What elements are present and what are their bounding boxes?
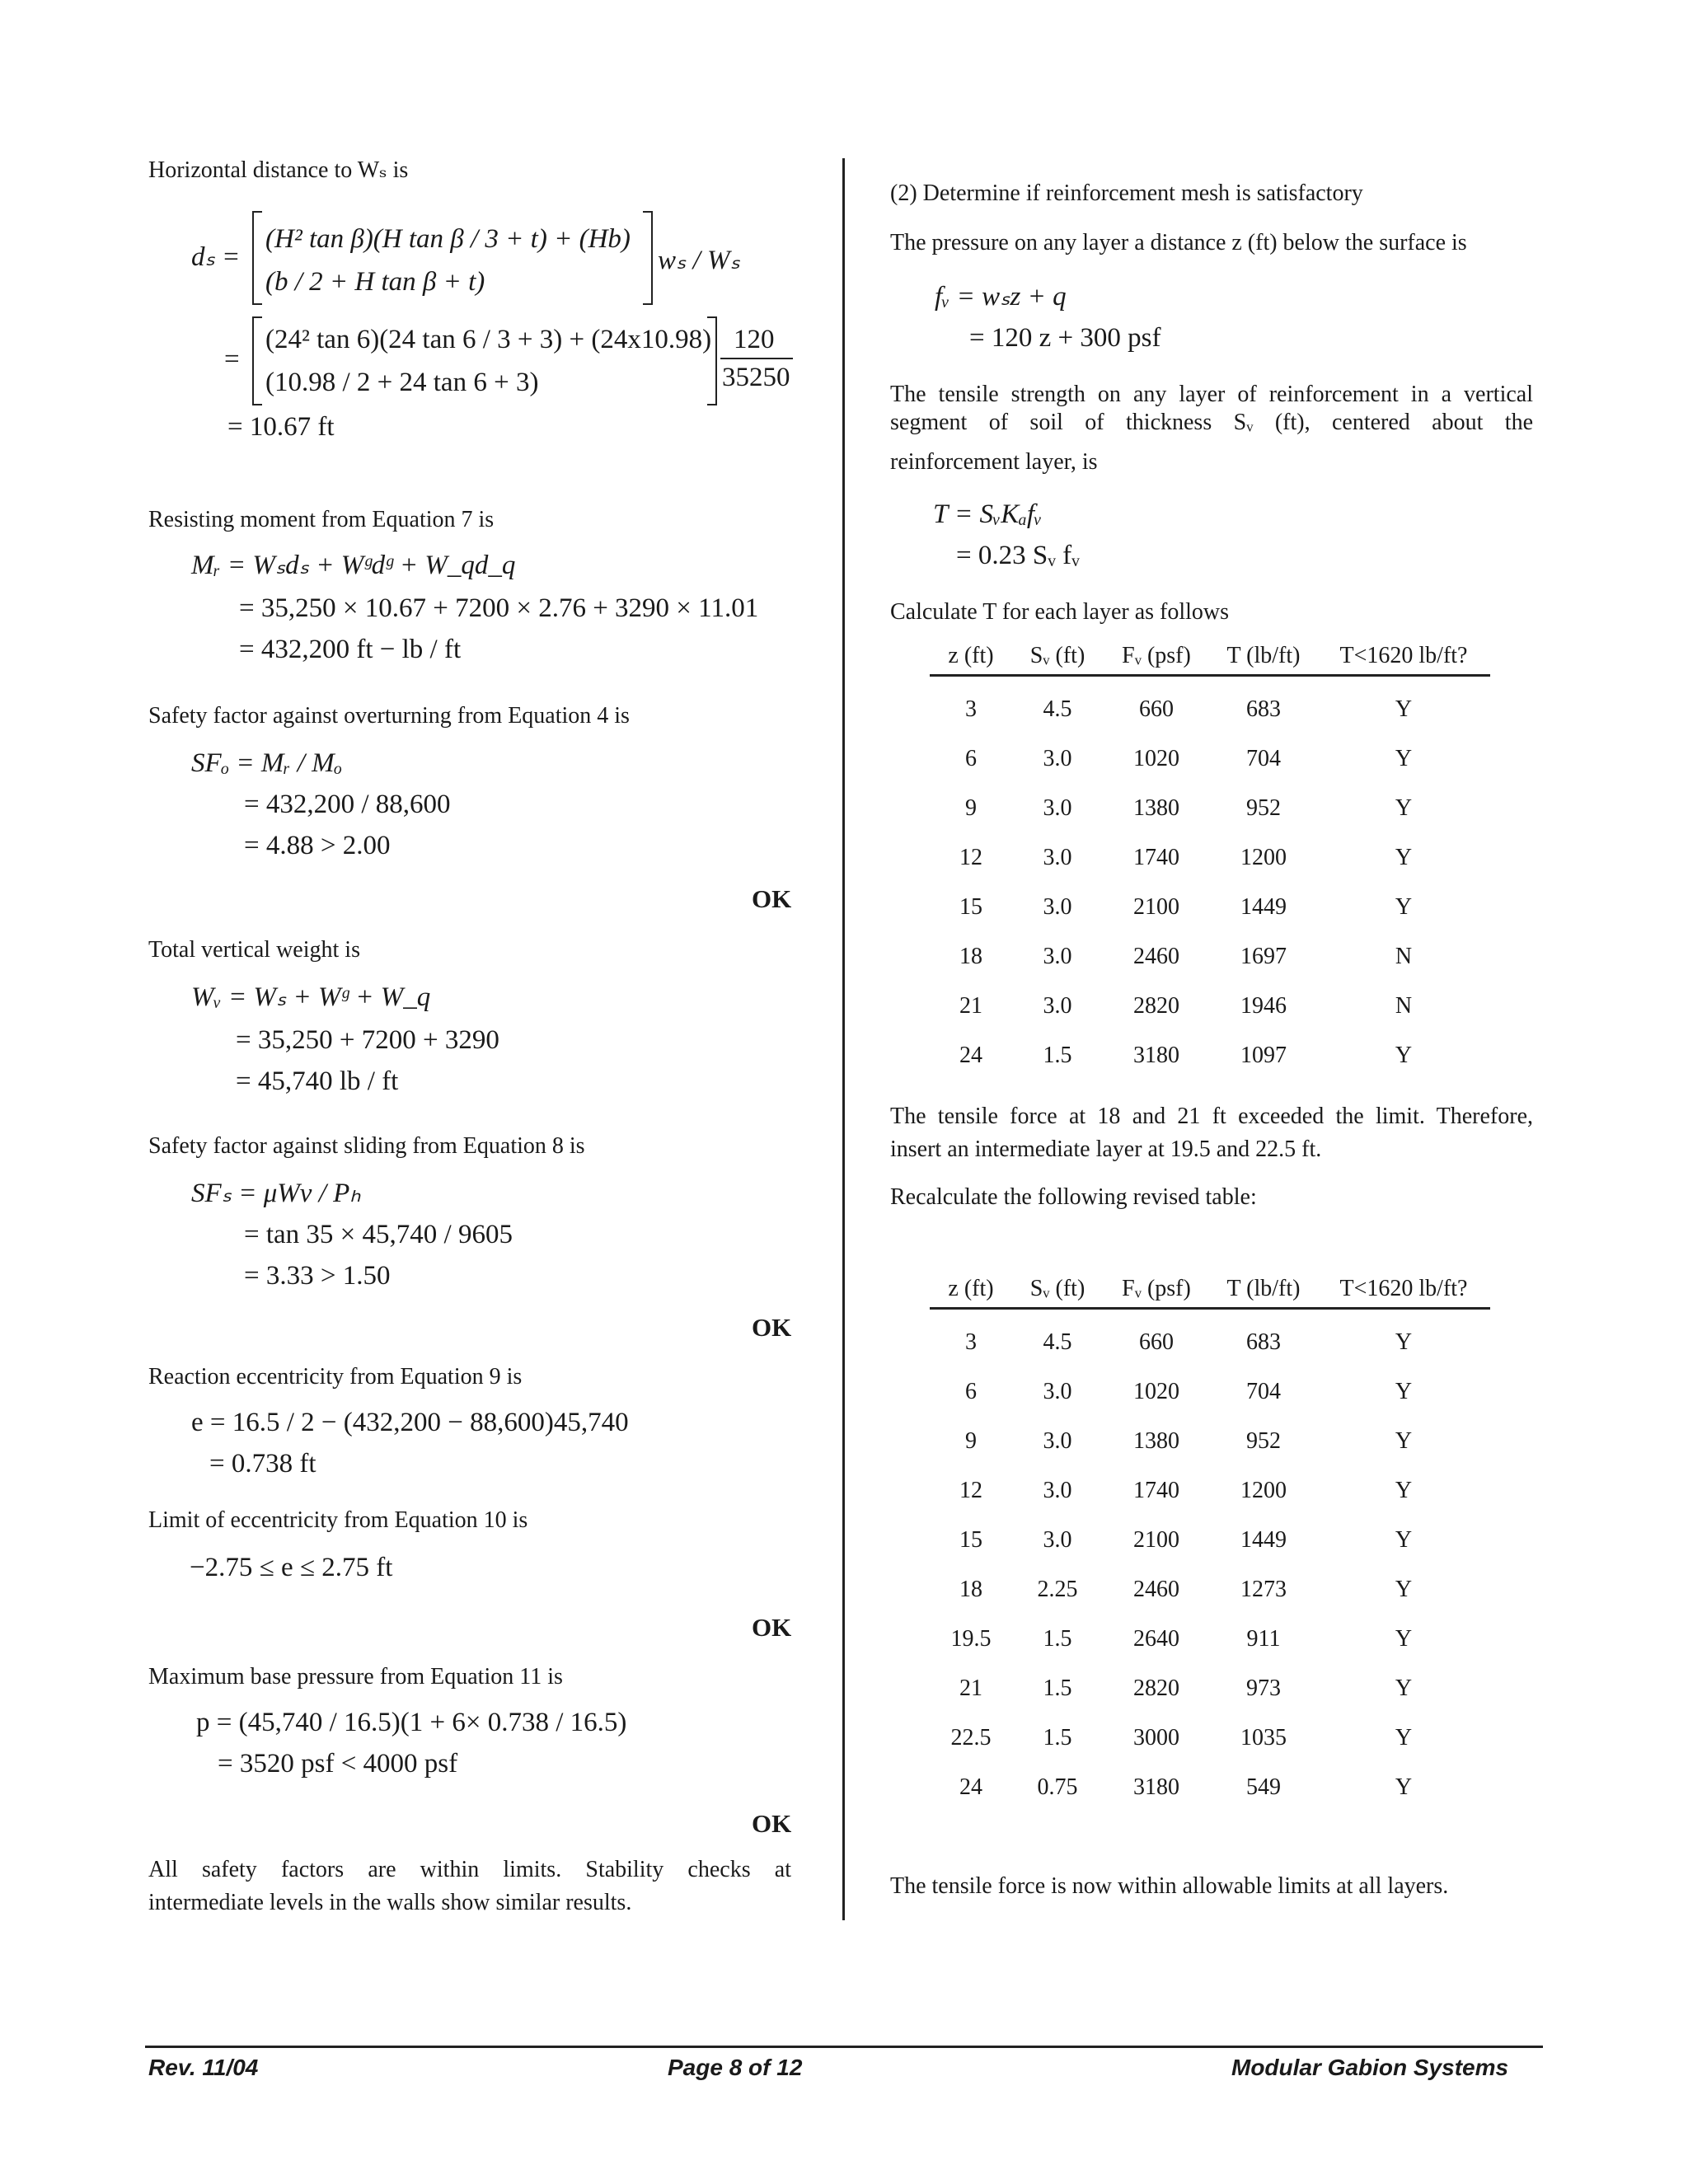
table-header-row [930,1266,1490,1309]
ds-fraction-denominator: 35250 [722,363,790,392]
cell-t: 704 [1246,746,1281,771]
cell-fv: 1020 [1133,1379,1179,1404]
cell-t: 952 [1246,1428,1281,1454]
cell-sv: 1.5 [1043,1043,1072,1068]
cell-fv: 2820 [1133,1675,1179,1701]
ds-result: = 10.67 ft [227,412,335,442]
conclusion-line-1: All safety factors are within limits. Stability checks at [148,1857,791,1882]
cell-sv: 3.0 [1043,894,1072,920]
cell-check: Y [1395,1478,1413,1503]
cell-check: N [1395,993,1413,1019]
cell-t: 952 [1246,795,1281,821]
cell-fv: 1380 [1133,1428,1179,1454]
cell-sv: 1.5 [1043,1675,1072,1701]
col-header-fv: Fᵥ (psf) [1103,1266,1210,1309]
overturning-heading: Safety factor against overturning from Equation 4 is [148,703,630,729]
recalc-heading: Recalculate the following revised table: [890,1184,1257,1210]
footer-rule [145,2046,1543,2048]
tensile-line-1: The tensile strength on any layer of reinforcement in a vertical [890,382,1533,407]
cell-fv: 2640 [1133,1626,1179,1652]
table-row [930,883,1490,932]
tensile-line-3: reinforcement layer, is [890,449,1098,475]
cell-check: Y [1395,1725,1413,1750]
cell-t: 1200 [1240,1478,1287,1503]
wv-result: = 45,740 lb / ft [236,1066,399,1096]
cell-z: 6 [965,1379,977,1404]
ds-left-bracket-2 [252,316,262,405]
cell-check: Y [1395,1577,1413,1602]
tensile-line-2: segment of soil of thickness Sᵥ (ft), centered about the [890,410,1533,435]
mr-equation: Mᵣ = Wₛdₛ + Wᵍdᵍ + W_qd_q [191,551,516,580]
cell-t: 1449 [1240,894,1287,920]
footer-company: Modular Gabion Systems [1231,2055,1509,2080]
cell-sv: 3.0 [1043,993,1072,1019]
cell-t: 911 [1246,1626,1281,1652]
cell-check: Y [1395,696,1413,722]
ds-denominator: (b / 2 + H tan β + t) [265,267,485,297]
eccentricity-equation: e = 16.5 / 2 − (432,200 − 88,600)45,740 [191,1408,629,1437]
cell-sv: 3.0 [1043,1478,1072,1503]
table-row [930,1417,1490,1466]
cell-sv: 0.75 [1037,1774,1078,1800]
table-row [930,1466,1490,1516]
table-row [930,932,1490,982]
cell-fv: 2820 [1133,993,1179,1019]
exceed-line-2: insert an intermediate layer at 19.5 and 22.5 ft. [890,1137,1322,1162]
cell-check: Y [1395,1428,1413,1454]
cell-z: 18 [959,1577,982,1602]
cell-sv: 3.0 [1043,1428,1072,1454]
cell-fv: 3000 [1133,1725,1179,1750]
cell-fv: 1740 [1133,845,1179,870]
table-row [930,734,1490,784]
cell-fv: 2460 [1133,1577,1179,1602]
cell-z: 12 [959,845,982,870]
calc-heading: Calculate T for each layer as follows [890,599,1230,625]
cell-fv: 3180 [1133,1774,1179,1800]
cell-t: 1200 [1240,845,1287,870]
sfs-result: = 3.33 > 1.50 [244,1261,391,1291]
cell-z: 24 [959,1774,982,1800]
ds-fraction-numerator: 120 [734,325,775,354]
cell-check: Y [1395,746,1413,771]
cell-sv: 3.0 [1043,1527,1072,1553]
cell-z: 21 [959,993,982,1019]
footer-page-number: Page 8 of 12 [668,2055,803,2080]
cell-t: 1273 [1240,1577,1287,1602]
col-header-check: T<1620 lb/ft? [1317,1266,1490,1309]
cell-sv: 3.0 [1043,746,1072,771]
resisting-moment-heading: Resisting moment from Equation 7 is [148,507,495,532]
cell-sv: 1.5 [1043,1725,1072,1750]
cell-t: 704 [1246,1379,1281,1404]
cell-sv: 3.0 [1043,1379,1072,1404]
cell-fv: 2460 [1133,944,1179,969]
col-header-sv: Sᵥ (ft) [1012,1266,1103,1309]
cell-t: 1449 [1240,1527,1287,1553]
table-row [930,1516,1490,1565]
fv-equation: fᵥ = wₛz + q [935,282,1067,312]
table-row [930,1713,1490,1763]
cell-fv: 3180 [1133,1043,1179,1068]
cell-check: Y [1395,1329,1413,1355]
cell-fv: 1740 [1133,1478,1179,1503]
exceed-line-1: The tensile force at 18 and 21 ft exceeded the limit. Therefore, [890,1104,1533,1129]
reinforcement-table-revised [930,1266,1490,1812]
sfo-result: = 4.88 > 2.00 [244,831,391,860]
col-header-t: T (lb/ft) [1210,633,1317,676]
cell-check: Y [1395,1379,1413,1404]
limit-equation: −2.75 ≤ e ≤ 2.75 ft [190,1553,393,1582]
ok-overturning: OK [752,884,792,913]
cell-check: Y [1395,1675,1413,1701]
t-equation: T = SᵥKₐfᵥ [933,499,1043,529]
cell-z: 15 [959,894,982,920]
table-row [930,982,1490,1031]
step-heading: (2) Determine if reinforcement mesh is satisfactory [890,180,1363,206]
wv-substitution: = 35,250 + 7200 + 3290 [236,1025,499,1055]
col-header-z: z (ft) [930,1266,1012,1309]
t-result: = 0.23 Sᵥ fᵥ [956,541,1080,570]
cell-sv: 3.0 [1043,795,1072,821]
cell-z: 19.5 [950,1626,992,1652]
table-row [930,1367,1490,1417]
col-header-fv: Fᵥ (psf) [1103,633,1210,676]
cell-z: 21 [959,1675,982,1701]
pressure-result: = 3520 psf < 4000 psf [218,1749,458,1779]
cell-t: 549 [1246,1774,1281,1800]
cell-sv: 2.25 [1037,1577,1078,1602]
ds-numerator-2: (24² tan 6)(24 tan 6 / 3 + 3) + (24x10.98) [265,325,712,354]
reinforcement-table-initial [930,633,1490,1080]
wv-equation: Wᵥ = Wₛ + Wᵍ + W_q [191,982,431,1012]
cell-z: 3 [965,1329,977,1355]
pressure-heading: Maximum base pressure from Equation 11 is [148,1664,563,1690]
sfo-substitution: = 432,200 / 88,600 [244,790,451,819]
cell-t: 1946 [1240,993,1287,1019]
pressure-equation: p = (45,740 / 16.5)(1 + 6× 0.738 / 16.5) [196,1708,627,1737]
table-header-row [930,633,1490,676]
pressure-description: The pressure on any layer a distance z (ft) below the surface is [890,230,1467,255]
cell-fv: 2100 [1133,1527,1179,1553]
cell-z: 6 [965,746,977,771]
ds-denominator-2: (10.98 / 2 + 24 tan 6 + 3) [265,368,539,397]
cell-fv: 660 [1139,696,1174,722]
cell-fv: 1020 [1133,746,1179,771]
sliding-heading: Safety factor against sliding from Equation 8 is [148,1133,585,1159]
table-row [930,1664,1490,1713]
ok-eccentricity: OK [752,1613,792,1642]
cell-t: 683 [1246,696,1281,722]
cell-fv: 660 [1139,1329,1174,1355]
cell-check: Y [1395,1774,1413,1800]
sfs-substitution: = tan 35 × 45,740 / 9605 [244,1220,513,1249]
cell-z: 24 [959,1043,982,1068]
cell-sv: 3.0 [1043,944,1072,969]
ds-factor: wₛ / Wₛ [658,246,740,275]
cell-z: 22.5 [950,1725,992,1750]
cell-check: Y [1395,795,1413,821]
table-row [930,1615,1490,1664]
col-header-t: T (lb/ft) [1210,1266,1317,1309]
cell-z: 12 [959,1478,982,1503]
cell-z: 9 [965,795,977,821]
ds-fraction-bar [720,358,793,359]
cell-check: Y [1395,1043,1413,1068]
cell-sv: 3.0 [1043,845,1072,870]
cell-check: Y [1395,845,1413,870]
cell-t: 1097 [1240,1043,1287,1068]
cell-z: 18 [959,944,982,969]
cell-z: 3 [965,696,977,722]
table-row [930,784,1490,833]
ok-pressure: OK [752,1809,792,1838]
col-header-sv: Sᵥ (ft) [1012,633,1103,676]
final-statement: The tensile force is now within allowable limits at all layers. [890,1873,1449,1899]
table-row [930,676,1490,735]
sfs-equation: SFₛ = μWv / Pₕ [191,1179,361,1208]
eccentricity-heading: Reaction eccentricity from Equation 9 is [148,1364,523,1390]
cell-sv: 4.5 [1043,696,1072,722]
table-row [930,1031,1490,1080]
mr-substitution: = 35,250 × 10.67 + 7200 × 2.76 + 3290 × 11.01 [239,593,759,623]
ds-numerator: (H² tan β)(H tan β / 3 + t) + (Hb) [265,224,631,254]
ds-right-bracket [643,211,653,305]
col-header-check: T<1620 lb/ft? [1317,633,1490,676]
column-divider [842,158,845,1920]
cell-sv: 4.5 [1043,1329,1072,1355]
sfo-equation: SFₒ = Mᵣ / Mₒ [191,748,343,778]
fv-result: = 120 z + 300 psf [969,323,1161,353]
cell-t: 973 [1246,1675,1281,1701]
ds-right-bracket-2 [707,316,717,405]
cell-check: Y [1395,1626,1413,1652]
eccentricity-result: = 0.738 ft [209,1449,316,1479]
table-row [930,833,1490,883]
col-header-z: z (ft) [930,633,1012,676]
cell-check: N [1395,944,1413,969]
conclusion-line-2: intermediate levels in the walls show similar results. [148,1890,632,1915]
footer-revision: Rev. 11/04 [148,2055,259,2080]
ds-eq-sign: = [224,344,240,374]
cell-check: Y [1395,894,1413,920]
table-row [930,1763,1490,1812]
vertical-weight-heading: Total vertical weight is [148,937,360,963]
cell-sv: 1.5 [1043,1626,1072,1652]
cell-t: 1697 [1240,944,1287,969]
cell-fv: 2100 [1133,894,1179,920]
ds-lhs: dₛ = [191,242,241,272]
cell-z: 9 [965,1428,977,1454]
mr-result: = 432,200 ft − lb / ft [239,635,462,664]
cell-t: 683 [1246,1329,1281,1355]
limit-heading: Limit of eccentricity from Equation 10 is [148,1507,528,1533]
cell-fv: 1380 [1133,795,1179,821]
cell-t: 1035 [1240,1725,1287,1750]
table-row [930,1565,1490,1615]
horizontal-distance-heading: Horizontal distance to Wₛ is [148,157,409,183]
ds-left-bracket [252,211,262,305]
cell-check: Y [1395,1527,1413,1553]
ok-sliding: OK [752,1313,792,1342]
cell-z: 15 [959,1527,982,1553]
table-row [930,1309,1490,1368]
